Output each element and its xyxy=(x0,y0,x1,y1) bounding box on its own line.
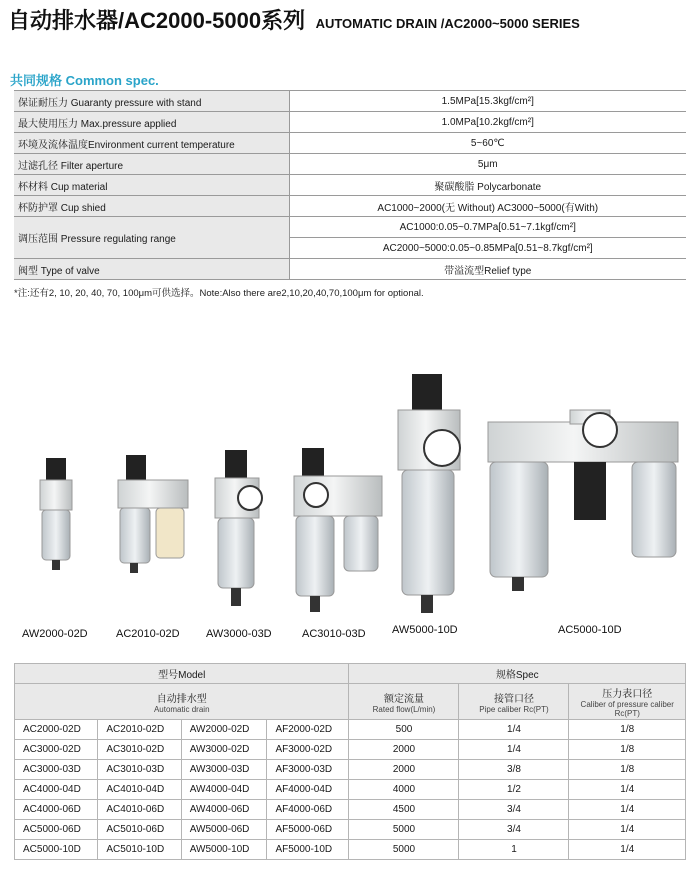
table-row xyxy=(15,800,686,820)
model-cell: AC4010-06D xyxy=(98,800,181,820)
model-table xyxy=(14,663,686,860)
product-ac5000 xyxy=(488,410,678,591)
spec-row xyxy=(14,175,686,196)
spec-cell: 3/4 xyxy=(459,820,569,840)
model-cell: AC3000-03D xyxy=(15,760,98,780)
model-cell: AF3000-03D xyxy=(267,760,349,780)
spec-cell: 1/4 xyxy=(569,840,686,860)
common-spec-table xyxy=(14,90,686,280)
model-cell: AC4000-06D xyxy=(15,800,98,820)
product-label: AW2000-02D xyxy=(22,628,88,640)
spec-value: 5~60℃ xyxy=(289,133,686,154)
model-cell: AW3000-03D xyxy=(181,760,267,780)
model-cell: AW4000-04D xyxy=(181,780,267,800)
spec-cell: 1/8 xyxy=(569,740,686,760)
drain-header-en: Automatic drain xyxy=(153,704,210,714)
spec-value: 5μm xyxy=(289,154,686,175)
model-header: 型号Model xyxy=(15,664,349,684)
product-photos xyxy=(10,360,690,645)
spec-cell: 1/4 xyxy=(459,740,569,760)
product-label: AC3010-03D xyxy=(302,628,366,640)
spec-cell: 4500 xyxy=(349,800,459,820)
spec-value: 带溢流型Relief type xyxy=(289,259,686,280)
title-en: AUTOMATIC DRAIN /AC2000~5000 SERIES xyxy=(315,16,580,31)
drain-header-cn: 自动排水型 xyxy=(156,693,207,705)
model-cell: AF5000-10D xyxy=(267,840,349,860)
model-cell: AW2000-02D xyxy=(181,720,267,740)
product-label: AC5000-10D xyxy=(558,624,622,636)
spec-key: 最大使用压力 Max.pressure applied xyxy=(14,112,289,133)
model-cell: AC3010-02D xyxy=(98,740,181,760)
spec-key: 杯防护罩 Cup shied xyxy=(14,196,289,217)
spec-row xyxy=(14,217,686,238)
spec-row xyxy=(14,112,686,133)
product-ac2010 xyxy=(118,455,188,573)
table-row xyxy=(15,820,686,840)
pipe-header-en: Pipe caliber Rc(PT) xyxy=(479,704,549,714)
spec-cell: 1/4 xyxy=(569,820,686,840)
product-aw5000 xyxy=(398,374,460,613)
flow-header-en: Rated flow(L/min) xyxy=(372,704,436,714)
table-row xyxy=(15,840,686,860)
product-ac3010 xyxy=(294,448,382,612)
spec-cell: 500 xyxy=(349,720,459,740)
table-row xyxy=(15,760,686,780)
product-illustration xyxy=(10,360,690,645)
spec-value: AC1000~2000(无 Without) AC3000~5000(有With) xyxy=(289,196,686,217)
product-label: AW3000-03D xyxy=(206,628,272,640)
product-aw3000 xyxy=(215,450,262,606)
model-cell: AF4000-04D xyxy=(267,780,349,800)
table-row xyxy=(15,740,686,760)
model-cell: AC4000-04D xyxy=(15,780,98,800)
model-cell: AW4000-06D xyxy=(181,800,267,820)
model-cell: AC2000-02D xyxy=(15,720,98,740)
spec-row xyxy=(14,133,686,154)
gauge-header-cn: 压力表口径 xyxy=(602,689,653,700)
flow-header-cn: 额定流量 xyxy=(383,693,424,705)
spec-row xyxy=(14,259,686,280)
spec-cell: 4000 xyxy=(349,780,459,800)
model-cell: AW5000-10D xyxy=(181,840,267,860)
spec-cell: 1/4 xyxy=(569,780,686,800)
spec-cell: 3/4 xyxy=(459,800,569,820)
spec-row xyxy=(14,91,686,112)
product-aw2000 xyxy=(40,458,72,570)
model-cell: AC5010-10D xyxy=(98,840,181,860)
model-cell: AF3000-02D xyxy=(267,740,349,760)
footnote: *注:还有2, 10, 20, 40, 70, 100μm可供选择。Note:Also there are2,10,20,40,70,100μm for optional. xyxy=(14,288,424,299)
spec-key: 环境及流体温度Environment current temperature xyxy=(14,133,289,154)
model-cell: AC3000-02D xyxy=(15,740,98,760)
model-cell: AC5010-06D xyxy=(98,820,181,840)
gauge-header-en: Caliber of pressure caliber Rc(PT) xyxy=(580,700,674,718)
spec-value: AC1000:0.05~0.7MPa[0.51~7.1kgf/cm²] xyxy=(289,217,686,238)
gauge-header xyxy=(569,684,686,720)
spec-row xyxy=(14,154,686,175)
spec-cell: 5000 xyxy=(349,840,459,860)
table-row xyxy=(15,780,686,800)
common-spec-heading: 共同规格 Common spec. xyxy=(10,73,159,88)
model-cell: AF5000-06D xyxy=(267,820,349,840)
model-cell: AF2000-02D xyxy=(267,720,349,740)
spec-cell: 2000 xyxy=(349,740,459,760)
spec-key: 阀型 Type of valve xyxy=(14,259,289,280)
page-title xyxy=(8,4,580,35)
spec-cell: 1 xyxy=(459,840,569,860)
spec-header: 规格Spec xyxy=(349,664,686,684)
model-cell: AC3010-03D xyxy=(98,760,181,780)
spec-cell: 1/2 xyxy=(459,780,569,800)
spec-key: 调压范围 Pressure regulating range xyxy=(14,217,289,259)
model-rows xyxy=(15,720,686,860)
model-cell: AC5000-06D xyxy=(15,820,98,840)
spec-key: 杯材料 Cup material xyxy=(14,175,289,196)
spec-cell: 3/8 xyxy=(459,760,569,780)
spec-key: 保证耐压力 Guaranty pressure with stand xyxy=(14,91,289,112)
spec-value: 聚碳酸脂 Polycarbonate xyxy=(289,175,686,196)
spec-cell: 1/4 xyxy=(459,720,569,740)
drain-header xyxy=(15,684,349,720)
pipe-header xyxy=(459,684,569,720)
table-row xyxy=(15,720,686,740)
product-label: AC2010-02D xyxy=(116,628,180,640)
flow-header xyxy=(349,684,459,720)
spec-cell: 5000 xyxy=(349,820,459,840)
model-cell: AC2010-02D xyxy=(98,720,181,740)
model-cell: AF4000-06D xyxy=(267,800,349,820)
model-cell: AW3000-02D xyxy=(181,740,267,760)
model-cell: AW5000-06D xyxy=(181,820,267,840)
pipe-header-cn: 接管口径 xyxy=(493,693,534,705)
model-cell: AC5000-10D xyxy=(15,840,98,860)
spec-key: 过滤孔径 Filter aperture xyxy=(14,154,289,175)
model-cell: AC4010-04D xyxy=(98,780,181,800)
product-label: AW5000-10D xyxy=(392,624,458,636)
spec-value: 1.5MPa[15.3kgf/cm²] xyxy=(289,91,686,112)
title-cn: 自动排水器/AC2000-5000系列 xyxy=(8,8,306,33)
spec-cell: 1/4 xyxy=(569,800,686,820)
spec-value: 1.0MPa[10.2kgf/cm²] xyxy=(289,112,686,133)
spec-cell: 2000 xyxy=(349,760,459,780)
spec-cell: 1/8 xyxy=(569,760,686,780)
spec-cell: 1/8 xyxy=(569,720,686,740)
spec-value: AC2000~5000:0.05~0.85MPa[0.51~8.7kgf/cm²] xyxy=(289,238,686,259)
spec-row xyxy=(14,196,686,217)
